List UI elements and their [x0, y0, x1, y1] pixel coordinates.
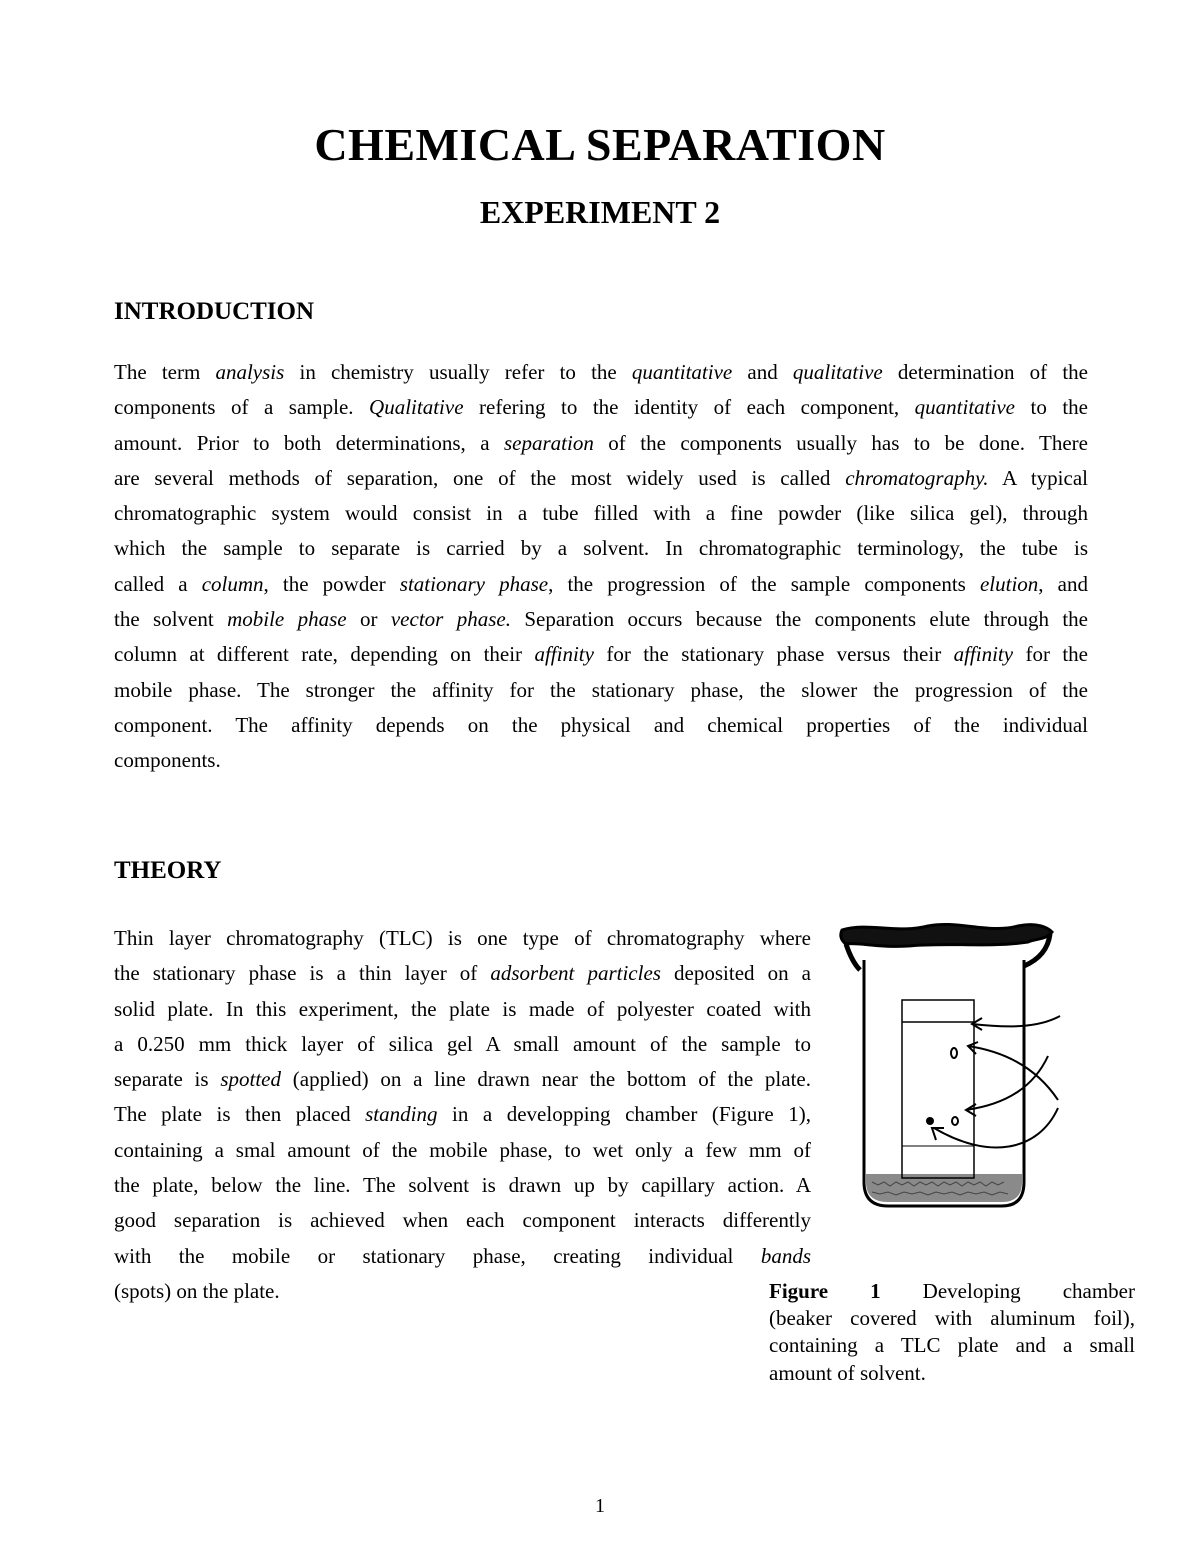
- arrow-to-upper-spot: [968, 1046, 1058, 1100]
- text-line: components of a sample. Qualitative refering to the identity of each component, quantitative to the: [114, 395, 1088, 420]
- text-line: (beaker covered with aluminum foil),: [769, 1306, 1135, 1331]
- figure-caption: [769, 1278, 1135, 1387]
- theory-heading: THEORY: [114, 857, 222, 884]
- spot-lower-right: [952, 1117, 958, 1125]
- text-line: with the mobile or stationary phase, creating individual bands: [114, 1243, 811, 1268]
- text-line: Figure 1 Developing chamber: [769, 1279, 1135, 1303]
- page-number: 1: [595, 1495, 605, 1517]
- text-line: the solvent mobile phase or vector phase. Separation occurs because the components elute through the: [114, 607, 1088, 632]
- text-line: containing a TLC plate and a small: [769, 1333, 1135, 1358]
- text-line: column at different rate, depending on their affinity for the stationary phase versus their affinity for the: [114, 642, 1088, 667]
- introduction-heading: INTRODUCTION: [114, 298, 315, 325]
- text-line: the plate, below the line. The solvent is drawn up by capillary action. A: [114, 1173, 811, 1198]
- text-line: component. The affinity depends on the physical and chemical properties of the individual: [114, 712, 1088, 737]
- text-line: The plate is then placed standing in a developping chamber (Figure 1),: [114, 1102, 811, 1127]
- text-line: good separation is achieved when each component interacts differently: [114, 1208, 811, 1233]
- text-line: the stationary phase is a thin layer of adsorbent particles deposited on a: [114, 961, 811, 986]
- text-line: The term analysis in chemistry usually refer to the quantitative and qualitative determination of the: [114, 360, 1088, 384]
- beaker-outline: [864, 960, 1024, 1206]
- text-line: amount. Prior to both determinations, a separation of the components usually has to be done. There: [114, 430, 1088, 455]
- arrow-to-solvent-front: [972, 1016, 1060, 1026]
- experiment-number: EXPERIMENT 2: [479, 194, 721, 230]
- spot-upper: [951, 1048, 957, 1058]
- text-line: amount of solvent.: [769, 1360, 926, 1385]
- text-line: a 0.250 mm thick layer of silica gel A small amount of the sample to: [114, 1031, 811, 1056]
- foil-edge-left: [846, 944, 860, 970]
- spot-lower-left: [926, 1117, 934, 1125]
- text-line: Thin layer chromatography (TLC) is one type of chromatography where: [114, 926, 811, 950]
- text-line: (spots) on the plate.: [114, 1278, 280, 1303]
- arrow-to-lower-spots: [966, 1056, 1048, 1110]
- aluminum-foil-cover: [841, 924, 1052, 946]
- text-line: which the sample to separate is carried by a solvent. In chromatographic terminology, the tube is: [114, 536, 1088, 561]
- text-line: containing a smal amount of the mobile phase, to wet only a few mm of: [114, 1137, 811, 1162]
- arrow-to-lower-left-spot: [934, 1108, 1058, 1147]
- text-line: chromatographic system would consist in a tube filled with a fine powder (like silica gel), through: [114, 501, 1088, 526]
- text-line: components.: [114, 748, 221, 773]
- page-title: CHEMICAL SEPARATION: [314, 119, 886, 170]
- text-line: separate is spotted (applied) on a line drawn near the bottom of the plate.: [114, 1067, 811, 1092]
- developing-chamber-illustration: [838, 920, 1078, 1220]
- tlc-plate: [902, 1000, 974, 1178]
- text-line: mobile phase. The stronger the affinity for the stationary phase, the slower the progression of the: [114, 677, 1088, 702]
- text-line: are several methods of separation, one of the most widely used is called chromatography. A typical: [114, 465, 1088, 490]
- text-line: solid plate. In this experiment, the plate is made of polyester coated with: [114, 996, 811, 1021]
- text-line: called a column, the powder stationary phase, the progression of the sample components elution, and: [114, 571, 1088, 596]
- introduction-paragraph: [114, 355, 1088, 779]
- theory-paragraph: [114, 921, 811, 1309]
- developing-chamber-figure: [838, 920, 1078, 1220]
